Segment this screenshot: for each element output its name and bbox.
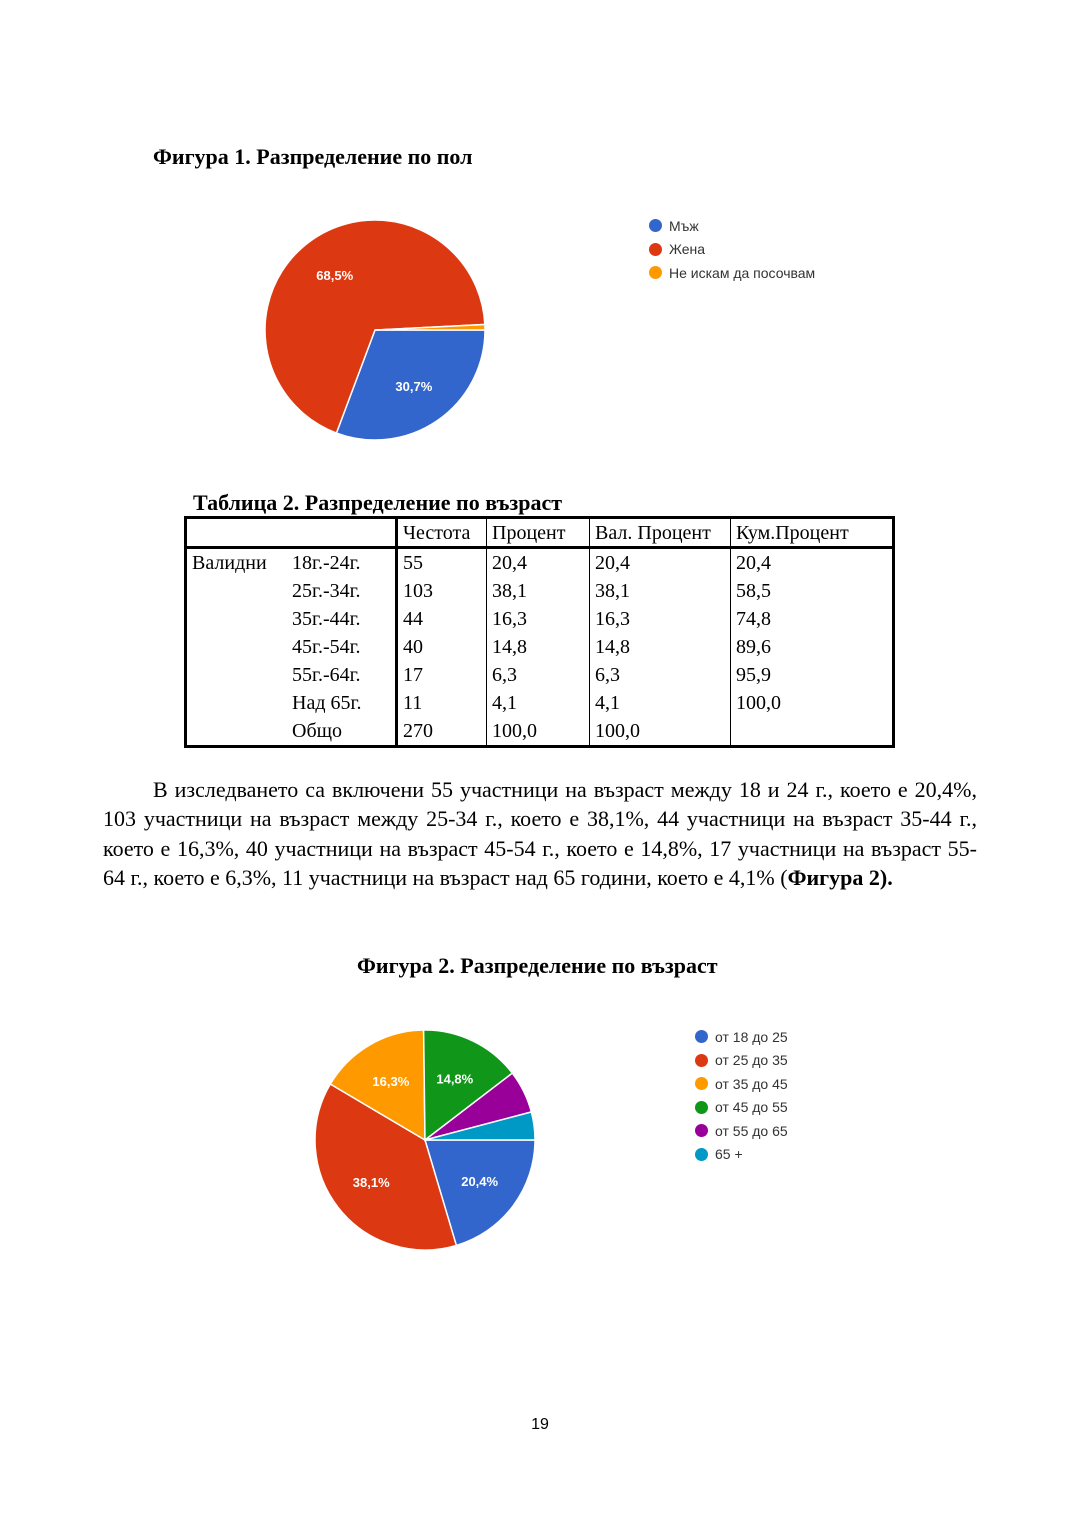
table-cell: 11 bbox=[397, 689, 487, 717]
pie-data-label: 30,7% bbox=[395, 379, 433, 395]
table-cell: Общо bbox=[292, 720, 343, 742]
table-cell bbox=[186, 633, 288, 661]
table-cell: 4,1 bbox=[487, 689, 590, 717]
table-cell: 20,4 bbox=[731, 548, 894, 578]
figure2-pie-chart bbox=[290, 1015, 560, 1265]
legend-label: от 25 до 35 bbox=[715, 1052, 788, 1069]
table-cell: 44 bbox=[397, 605, 487, 633]
legend-item bbox=[695, 1096, 788, 1120]
legend-label: от 55 до 65 bbox=[715, 1122, 788, 1139]
table-row bbox=[186, 577, 894, 605]
legend-label: Не искам да посочвам bbox=[669, 264, 816, 281]
table-header-cell: Процент bbox=[487, 518, 590, 548]
pie-data-label: 38,1% bbox=[352, 1174, 390, 1190]
table-cell: 100,0 bbox=[731, 689, 894, 717]
table-header-cell bbox=[186, 518, 288, 548]
table-cell: 4,1 bbox=[590, 689, 731, 717]
table-cell: 58,5 bbox=[731, 577, 894, 605]
table-cell: 100,0 bbox=[590, 717, 731, 747]
table-cell: 20,4 bbox=[487, 548, 590, 578]
legend-swatch-icon bbox=[695, 1054, 708, 1067]
legend-label: от 45 до 55 bbox=[715, 1099, 788, 1116]
table-cell bbox=[186, 605, 288, 633]
pie-data-label: 14,8% bbox=[436, 1071, 474, 1087]
table-row bbox=[186, 548, 894, 578]
table-cell: 103 bbox=[397, 577, 487, 605]
table-cell: 20,4 bbox=[590, 548, 731, 578]
table-cell: 14,8 bbox=[487, 633, 590, 661]
table-cell bbox=[186, 717, 288, 747]
figure2-legend bbox=[695, 1025, 788, 1166]
legend-swatch-icon bbox=[649, 266, 662, 279]
table-cell: 17 bbox=[397, 661, 487, 689]
table-header-cell: Вал. Процент bbox=[590, 518, 731, 548]
table-row bbox=[186, 689, 894, 717]
legend-label: 65 + bbox=[715, 1146, 743, 1163]
table-header-cell bbox=[287, 518, 397, 548]
pie-data-label: 68,5% bbox=[316, 267, 354, 283]
table-cell: 38,1 bbox=[590, 577, 731, 605]
legend-item bbox=[695, 1072, 788, 1096]
table-header-cell: Честота bbox=[397, 518, 487, 548]
table-row bbox=[186, 633, 894, 661]
table2-title: Таблица 2. Разпределение по възраст bbox=[193, 490, 563, 515]
legend-item bbox=[649, 261, 815, 285]
figure1-title: Фигура 1. Разпределение по пол bbox=[153, 144, 473, 169]
age-distribution-table bbox=[184, 516, 895, 748]
legend-swatch-icon bbox=[695, 1148, 708, 1161]
legend-swatch-icon bbox=[695, 1101, 708, 1114]
table-cell: 35г.-44г. bbox=[292, 608, 361, 630]
table-cell: 95,9 bbox=[731, 661, 894, 689]
table-cell: 45г.-54г. bbox=[292, 636, 361, 658]
table-header-row bbox=[186, 518, 894, 548]
table-cell bbox=[186, 661, 288, 689]
table-cell: 18г.-24г. bbox=[292, 552, 361, 574]
legend-label: Жена bbox=[669, 241, 706, 258]
table-cell: 270 bbox=[397, 717, 487, 747]
legend-item bbox=[695, 1025, 788, 1049]
table-cell: 89,6 bbox=[731, 633, 894, 661]
table-cell: 16,3 bbox=[487, 605, 590, 633]
table-cell: 38,1 bbox=[487, 577, 590, 605]
table-cell: 55 bbox=[397, 548, 487, 578]
table-row bbox=[186, 661, 894, 689]
table-row bbox=[186, 605, 894, 633]
legend-swatch-icon bbox=[695, 1030, 708, 1043]
table-cell: Над 65г. bbox=[292, 692, 362, 714]
legend-label: Мъж bbox=[669, 217, 699, 234]
table-header-cell: Кум.Процент bbox=[731, 518, 894, 548]
legend-item bbox=[649, 238, 815, 262]
table-cell: 6,3 bbox=[590, 661, 731, 689]
legend-swatch-icon bbox=[695, 1077, 708, 1090]
table-cell: 25г.-34г. bbox=[292, 580, 361, 602]
legend-label: от 18 до 25 bbox=[715, 1028, 788, 1045]
table-cell: 6,3 bbox=[487, 661, 590, 689]
figure1-legend bbox=[649, 214, 815, 285]
pie-data-label: 16,3% bbox=[372, 1073, 410, 1089]
body-paragraph bbox=[103, 775, 977, 893]
table-cell: 40 bbox=[397, 633, 487, 661]
figure2-title: Фигура 2. Разпределение по възраст bbox=[357, 953, 718, 978]
paragraph-text: В изследването са включени 55 участници на възраст между 18 и 24 г., което е 20,4%, 103 участници на възраст между 25-34 г., което е 38,1%, 44 участници на възраст 35-44 г., което е 16,3%, 40 участници на възраст 45-54 г., което е 14,8%, 17 участници на възраст 55-64 г., което е 6,3%, 11 участници на възраст над 65 години, което е 4,1% ( bbox=[103, 777, 977, 891]
legend-swatch-icon bbox=[649, 243, 662, 256]
legend-item bbox=[695, 1119, 788, 1143]
table-cell: 74,8 bbox=[731, 605, 894, 633]
table-cell: 14,8 bbox=[590, 633, 731, 661]
legend-item bbox=[695, 1143, 788, 1167]
legend-swatch-icon bbox=[695, 1124, 708, 1137]
legend-label: от 35 до 45 bbox=[715, 1075, 788, 1092]
table-cell: 16,3 bbox=[590, 605, 731, 633]
figure1-pie-chart bbox=[240, 205, 510, 455]
table-cell bbox=[186, 577, 288, 605]
figure-reference: Фигура 2). bbox=[787, 865, 893, 891]
table-cell: 100,0 bbox=[487, 717, 590, 747]
legend-item bbox=[695, 1049, 788, 1073]
legend-swatch-icon bbox=[649, 219, 662, 232]
table-cell bbox=[731, 717, 894, 747]
table-cell bbox=[186, 689, 288, 717]
table-row bbox=[186, 717, 894, 747]
pie-data-label: 20,4% bbox=[461, 1173, 499, 1189]
table-cell: 55г.-64г. bbox=[292, 664, 361, 686]
table-cell: Валидни bbox=[192, 552, 267, 574]
page-number: 19 bbox=[531, 1416, 549, 1433]
legend-item bbox=[649, 214, 815, 238]
